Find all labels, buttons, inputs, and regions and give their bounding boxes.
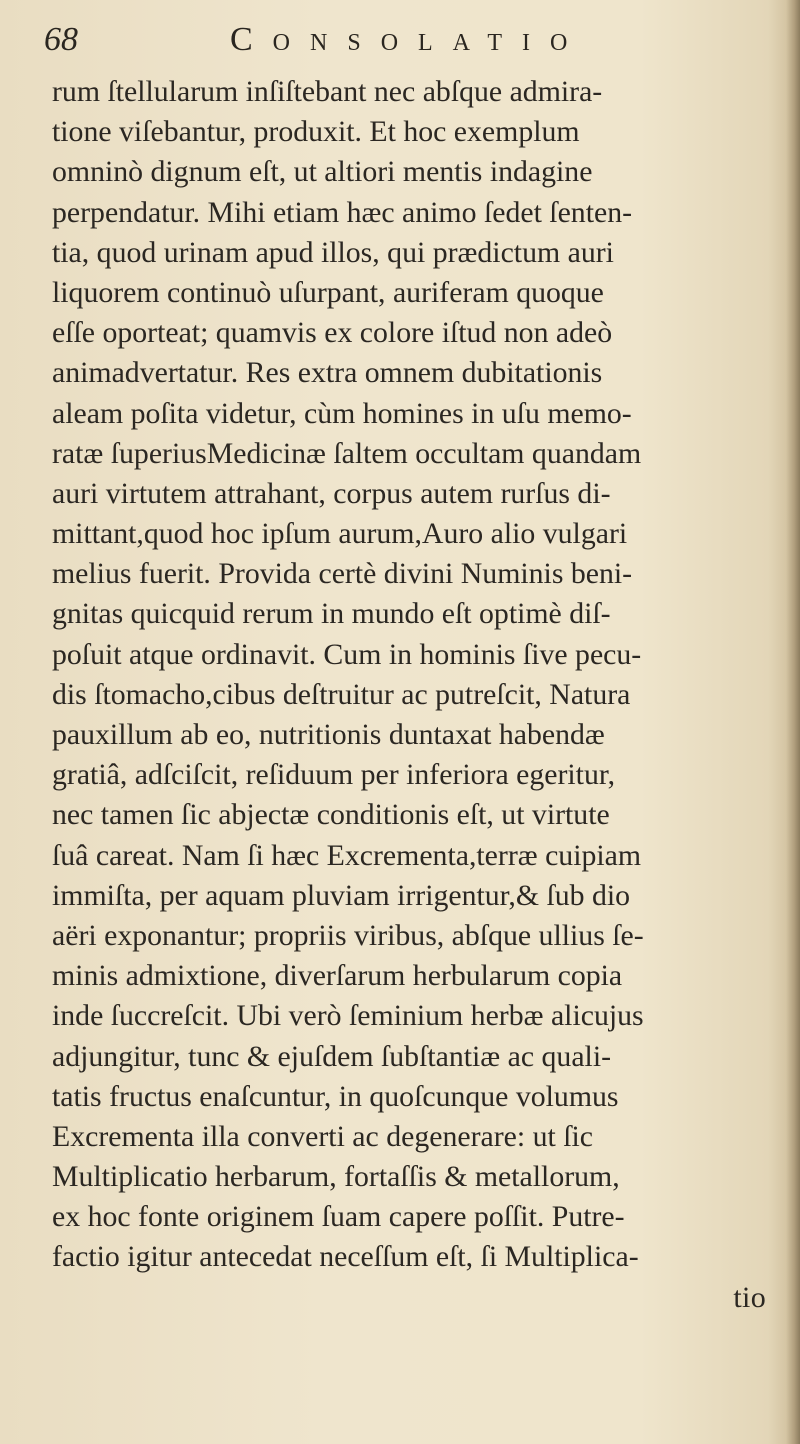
running-head: Consolatio: [230, 21, 588, 58]
body-text: [52, 72, 792, 1318]
text-line: melius fuerit. Provida certè divini Numinis beni-: [52, 557, 633, 591]
text-line: pauxillum ab eo, nutritionis duntaxat habendæ: [52, 718, 605, 751]
text-line: ex hoc fonte originem ſuam capere poſſit. Putre-: [52, 1200, 625, 1234]
text-line: adjungitur, tunc & ejuſdem ſubſtantiæ ac quali-: [52, 1039, 612, 1073]
text-line: dis ſtomacho,cibus deſtruitur ac putreſcit, Natura: [52, 677, 631, 711]
text-line: inde ſuccreſcit. Ubi verò ſeminium herbæ alicujus: [52, 999, 644, 1033]
text-line: mittant,quod hoc ipſum aurum,Auro alio vulgari: [52, 517, 628, 551]
text-line: Excrementa illa converti ac degenerare: ut ſic: [52, 1119, 594, 1153]
text-line: tione viſebantur, produxit. Et hoc exemplum: [52, 115, 580, 149]
catchword: tio: [733, 1280, 766, 1314]
text-line: rum ſtellularum inſiſtebant nec abſque admira-: [52, 75, 603, 108]
page-header: [44, 18, 764, 62]
text-line: auri virtutem attrahant, corpus autem rurſus di-: [52, 476, 611, 510]
text-line: eſſe oporteat; quamvis ex colore iſtud non adeò: [52, 316, 613, 350]
text-line: omninò dignum eſt, ut altiori mentis indagine: [52, 155, 593, 189]
text-line: immiſta, per aquam pluviam irrigentur,& ſub dio: [52, 878, 631, 912]
text-line: aleam poſita videtur, cùm homines in uſu memo-: [52, 396, 632, 430]
text-line: ſuâ careat. Nam ſi hæc Excrementa,terræ cuipiam: [52, 838, 642, 872]
page-number: 68: [44, 21, 78, 58]
text-line: aëri exponantur; propriis viribus, abſque ullius ſe-: [52, 918, 644, 952]
text-line: tatis fructus enaſcuntur, in quoſcunque volumus: [52, 1079, 619, 1113]
text-line: poſuit atque ordinavit. Cum in hominis ſive pecu-: [52, 637, 642, 671]
text-line: nec tamen ſic abjectæ conditionis eſt, ut virtute: [52, 798, 610, 832]
text-line: minis admixtione, diverſarum herbularum copia: [52, 959, 623, 993]
text-line: factio igitur antecedat neceſſum eſt, ſi Multiplica-: [52, 1240, 639, 1274]
text-line: ratæ ſuperiusMedicinæ ſaltem occultam quandam: [52, 436, 642, 470]
text-line: tia, quod urinam apud illos, qui prædictum auri: [52, 235, 614, 269]
text-line: animadvertatur. Res extra omnem dubitationis: [52, 356, 603, 390]
text-line: gratiâ, adſciſcit, reſiduum per inferiora egeritur,: [52, 758, 616, 792]
text-line: perpendatur. Mihi etiam hæc animo ſedet ſenten-: [52, 195, 633, 229]
text-line: gnitas quicquid rerum in mundo eſt optimè diſ-: [52, 597, 611, 631]
text-line: Multiplicatio herbarum, fortaſſis & metallorum,: [52, 1160, 620, 1194]
text-line: liquorem continuò uſurpant, auriferam quoque: [52, 275, 604, 309]
